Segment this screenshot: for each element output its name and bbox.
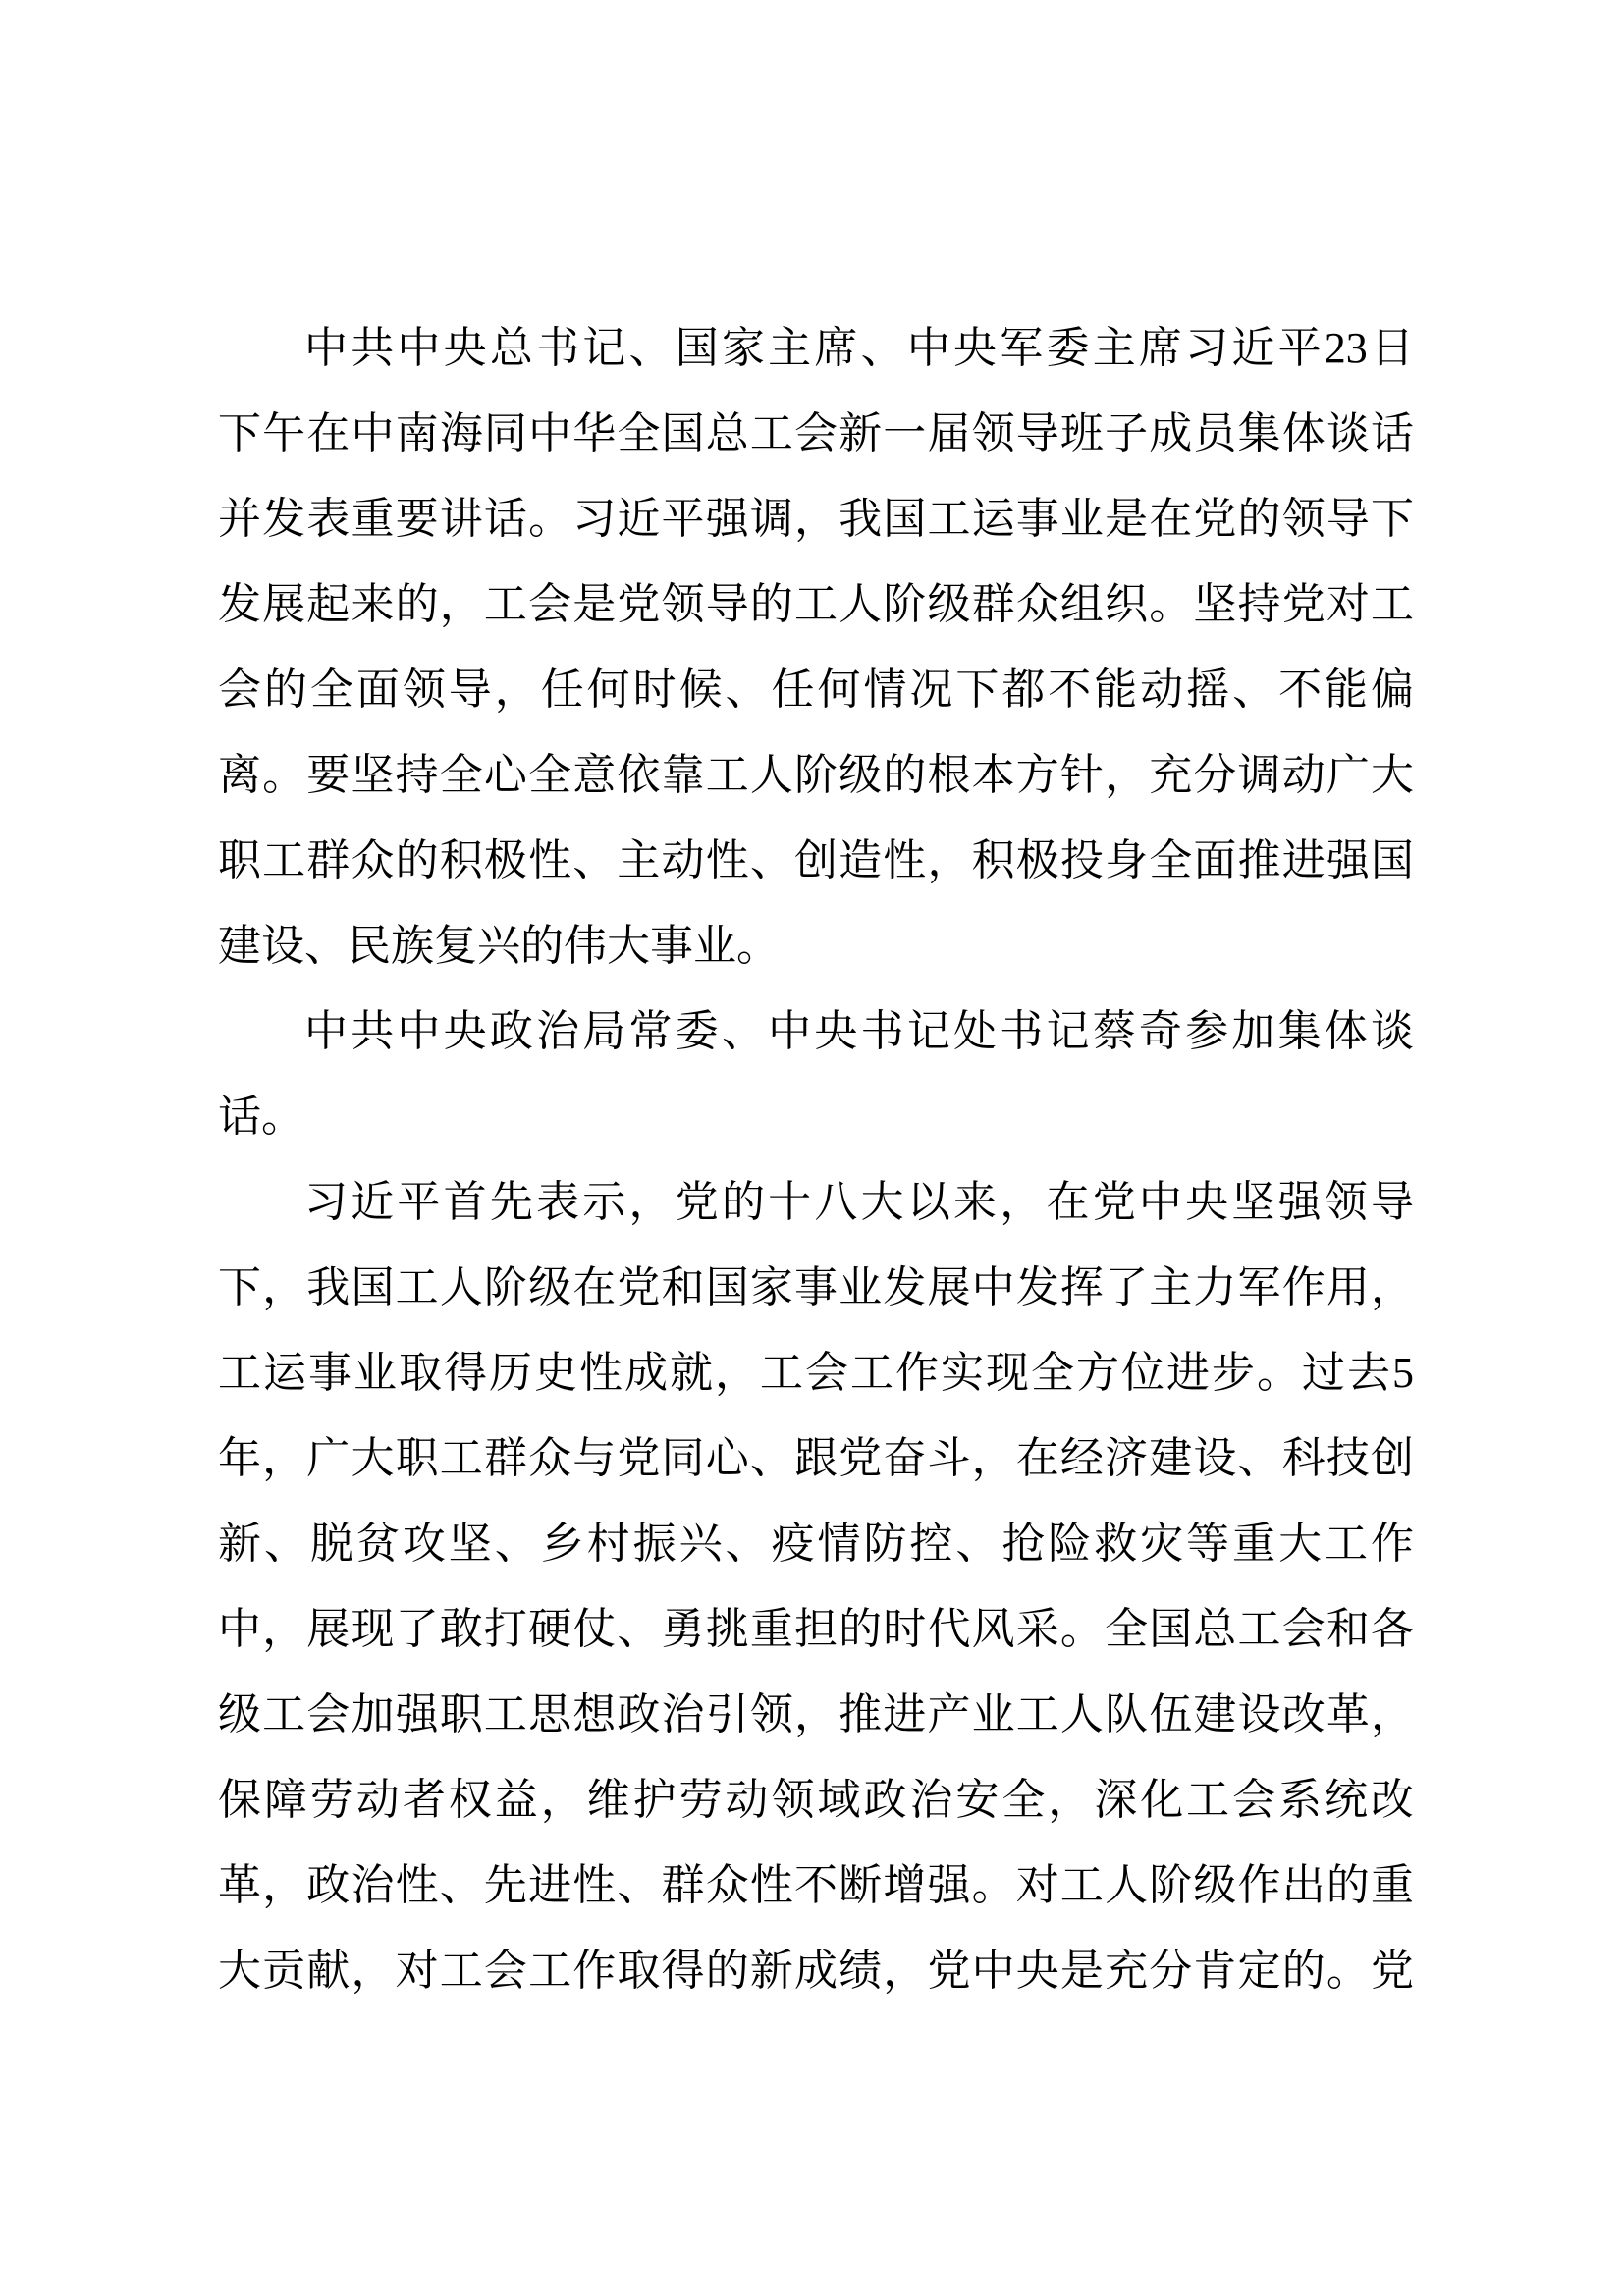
text-line: 会的全面领导，任何时候、任何情况下都不能动摇、不能偏	[218, 666, 1414, 714]
paragraph-2	[218, 988, 1414, 1159]
text-line: 级工会加强职工思想政治引领，推进产业工人队伍建设改革，	[218, 1690, 1414, 1738]
text-line: 中共中央政治局常委、中央书记处书记蔡奇参加集体谈	[304, 1007, 1414, 1055]
text-line: 大贡献，对工会工作取得的新成绩，党中央是充分肯定的。党	[218, 1947, 1414, 1995]
text-line: 下午在中南海同中华全国总工会新一届领导班子成员集体谈话	[218, 409, 1414, 457]
text-line: 革，政治性、先进性、群众性不断增强。对工人阶级作出的重	[218, 1861, 1414, 1909]
text-line: 中共中央总书记、国家主席、中央军委主席习近平23日	[304, 324, 1414, 372]
text-line: 习近平首先表示，党的十八大以来，在党中央坚强领导	[304, 1178, 1414, 1226]
text-line: 并发表重要讲话。习近平强调，我国工运事业是在党的领导下	[218, 495, 1414, 543]
text-line: 建设、民族复兴的伟大事业。	[218, 922, 780, 970]
text-line: 工运事业取得历史性成就，工会工作实现全方位进步。过去5	[218, 1349, 1414, 1397]
text-line: 离。要坚持全心全意依靠工人阶级的根本方针，充分调动广大	[218, 751, 1414, 799]
text-line: 话。	[218, 1093, 304, 1141]
text-line: 发展起来的，工会是党领导的工人阶级群众组织。坚持党对工	[218, 580, 1414, 628]
text-line: 保障劳动者权益，维护劳动领域政治安全，深化工会系统改	[218, 1776, 1414, 1824]
text-line: 年，广大职工群众与党同心、跟党奋斗，在经济建设、科技创	[218, 1434, 1414, 1482]
text-line: 中，展现了敢打硬仗、勇挑重担的时代风采。全国总工会和各	[218, 1605, 1414, 1653]
text-line: 职工群众的积极性、主动性、创造性，积极投身全面推进强国	[218, 836, 1414, 884]
paragraph-1	[218, 305, 1414, 988]
text-line: 新、脱贫攻坚、乡村振兴、疫情防控、抢险救灾等重大工作	[218, 1520, 1414, 1568]
text-line: 下，我国工人阶级在党和国家事业发展中发挥了主力军作用，	[218, 1263, 1414, 1311]
paragraph-3	[218, 1159, 1414, 2013]
